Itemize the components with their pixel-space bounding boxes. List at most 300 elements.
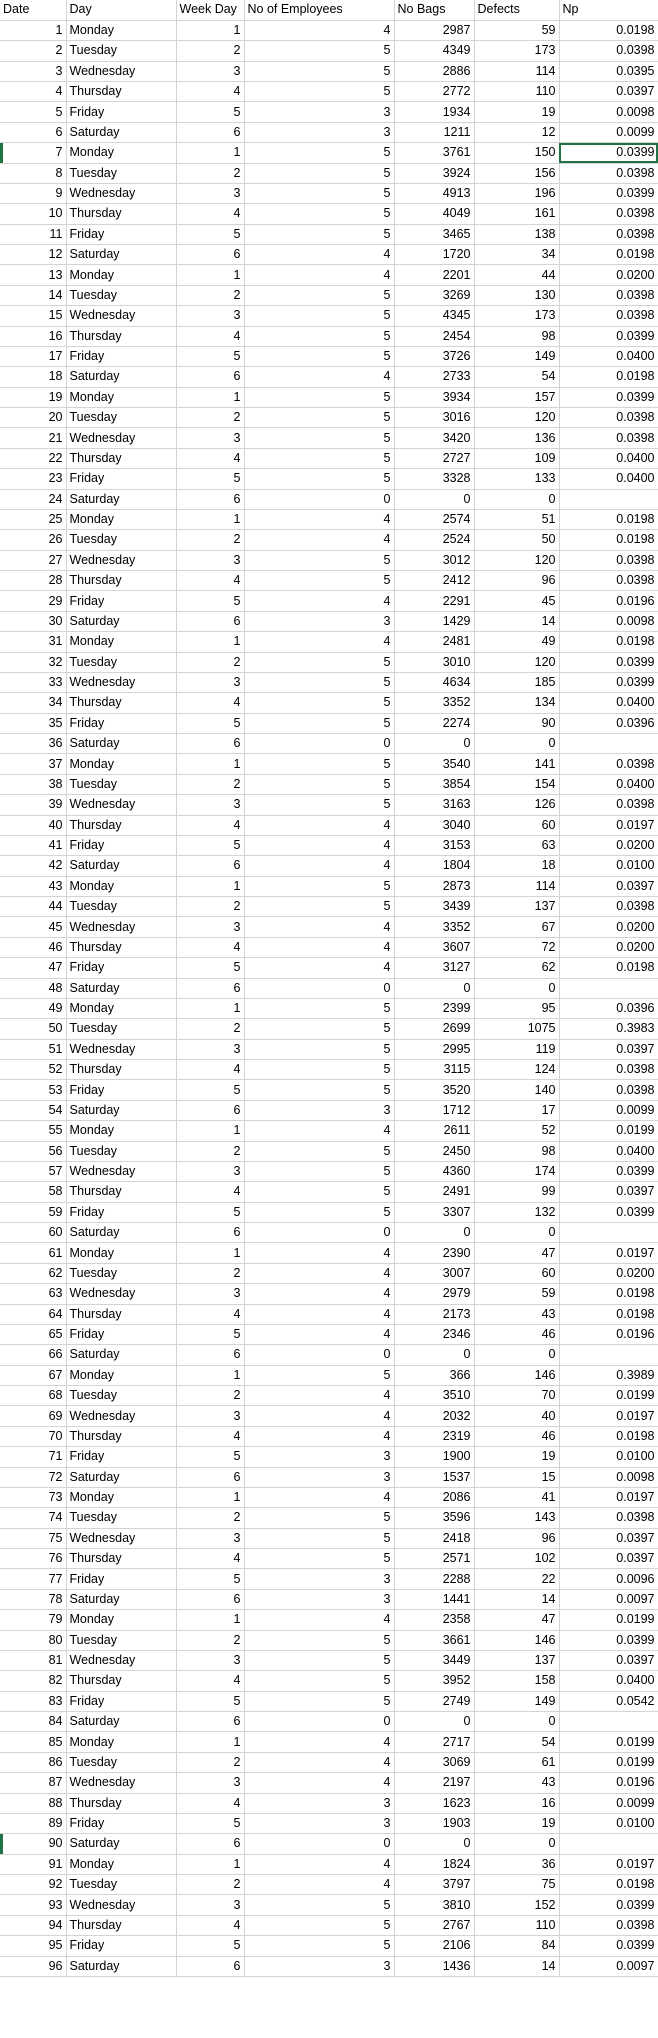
cell-date[interactable]: 52: [0, 1060, 66, 1080]
cell-np[interactable]: 0.0398: [559, 1060, 658, 1080]
cell-week-day[interactable]: 1: [176, 1854, 244, 1874]
cell-date[interactable]: 75: [0, 1528, 66, 1548]
cell-week-day[interactable]: 6: [176, 856, 244, 876]
cell-week-day[interactable]: 1: [176, 1365, 244, 1385]
cell-no-bags[interactable]: 2491: [394, 1182, 474, 1202]
cell-np[interactable]: [559, 978, 658, 998]
cell-week-day[interactable]: 2: [176, 897, 244, 917]
cell-no-of-employees[interactable]: 5: [244, 387, 394, 407]
cell-defects[interactable]: 40: [474, 1406, 559, 1426]
cell-no-of-employees[interactable]: 4: [244, 1773, 394, 1793]
cell-np[interactable]: 0.0198: [559, 1875, 658, 1895]
cell-no-of-employees[interactable]: 5: [244, 897, 394, 917]
cell-week-day[interactable]: 5: [176, 1691, 244, 1711]
cell-np[interactable]: 0.0398: [559, 897, 658, 917]
cell-date[interactable]: 43: [0, 876, 66, 896]
cell-day[interactable]: Thursday: [66, 1549, 176, 1569]
cell-np[interactable]: 0.0397: [559, 1650, 658, 1670]
header-week-day[interactable]: Week Day: [176, 0, 244, 20]
cell-date[interactable]: 44: [0, 897, 66, 917]
cell-np[interactable]: 0.0398: [559, 1915, 658, 1935]
cell-no-of-employees[interactable]: 5: [244, 1650, 394, 1670]
cell-day[interactable]: Saturday: [66, 1345, 176, 1365]
cell-defects[interactable]: 137: [474, 897, 559, 917]
cell-no-bags[interactable]: 2086: [394, 1487, 474, 1507]
cell-np[interactable]: 0.0199: [559, 1386, 658, 1406]
cell-defects[interactable]: 156: [474, 163, 559, 183]
cell-np[interactable]: 0.0197: [559, 1243, 658, 1263]
cell-date[interactable]: 27: [0, 550, 66, 570]
cell-date[interactable]: 30: [0, 611, 66, 631]
cell-defects[interactable]: 34: [474, 245, 559, 265]
cell-no-bags[interactable]: 3810: [394, 1895, 474, 1915]
cell-day[interactable]: Thursday: [66, 815, 176, 835]
cell-day[interactable]: Friday: [66, 1936, 176, 1956]
cell-no-bags[interactable]: 2399: [394, 998, 474, 1018]
cell-no-bags[interactable]: 2173: [394, 1304, 474, 1324]
cell-no-of-employees[interactable]: 5: [244, 61, 394, 81]
cell-np[interactable]: 0.0398: [559, 204, 658, 224]
cell-no-of-employees[interactable]: 0: [244, 978, 394, 998]
cell-no-of-employees[interactable]: 0: [244, 1834, 394, 1854]
cell-defects[interactable]: 75: [474, 1875, 559, 1895]
cell-np[interactable]: 0.0199: [559, 1121, 658, 1141]
cell-np[interactable]: 0.0398: [559, 428, 658, 448]
cell-no-of-employees[interactable]: 4: [244, 917, 394, 937]
cell-defects[interactable]: 134: [474, 693, 559, 713]
cell-week-day[interactable]: 5: [176, 591, 244, 611]
cell-np[interactable]: 0.0400: [559, 469, 658, 489]
cell-date[interactable]: 47: [0, 958, 66, 978]
cell-no-bags[interactable]: 2524: [394, 530, 474, 550]
cell-week-day[interactable]: 3: [176, 1406, 244, 1426]
cell-week-day[interactable]: 1: [176, 876, 244, 896]
cell-no-of-employees[interactable]: 5: [244, 774, 394, 794]
cell-np[interactable]: 0.0196: [559, 1773, 658, 1793]
cell-day[interactable]: Friday: [66, 958, 176, 978]
cell-no-bags[interactable]: 3007: [394, 1263, 474, 1283]
cell-week-day[interactable]: 5: [176, 1447, 244, 1467]
cell-no-of-employees[interactable]: 4: [244, 1854, 394, 1874]
cell-np[interactable]: 0.0399: [559, 652, 658, 672]
cell-no-bags[interactable]: 3040: [394, 815, 474, 835]
cell-no-of-employees[interactable]: 3: [244, 1467, 394, 1487]
cell-no-bags[interactable]: 4345: [394, 306, 474, 326]
cell-no-of-employees[interactable]: 5: [244, 306, 394, 326]
cell-day[interactable]: Wednesday: [66, 795, 176, 815]
cell-date[interactable]: 88: [0, 1793, 66, 1813]
cell-no-of-employees[interactable]: 4: [244, 591, 394, 611]
cell-date[interactable]: 18: [0, 367, 66, 387]
cell-np[interactable]: 0.3983: [559, 1019, 658, 1039]
cell-np[interactable]: 0.0198: [559, 632, 658, 652]
cell-no-bags[interactable]: 2987: [394, 20, 474, 40]
cell-no-bags[interactable]: 4360: [394, 1161, 474, 1181]
cell-defects[interactable]: 59: [474, 1284, 559, 1304]
cell-no-bags[interactable]: 4913: [394, 183, 474, 203]
cell-day[interactable]: Tuesday: [66, 774, 176, 794]
cell-no-of-employees[interactable]: 4: [244, 245, 394, 265]
cell-week-day[interactable]: 2: [176, 1752, 244, 1772]
cell-day[interactable]: Saturday: [66, 1589, 176, 1609]
cell-defects[interactable]: 50: [474, 530, 559, 550]
cell-date[interactable]: 40: [0, 815, 66, 835]
cell-no-of-employees[interactable]: 3: [244, 122, 394, 142]
cell-no-bags[interactable]: 2288: [394, 1569, 474, 1589]
cell-day[interactable]: Tuesday: [66, 163, 176, 183]
cell-no-of-employees[interactable]: 5: [244, 1936, 394, 1956]
cell-week-day[interactable]: 3: [176, 183, 244, 203]
cell-week-day[interactable]: 3: [176, 1284, 244, 1304]
cell-defects[interactable]: 114: [474, 876, 559, 896]
cell-no-of-employees[interactable]: 0: [244, 1712, 394, 1732]
cell-no-of-employees[interactable]: 5: [244, 204, 394, 224]
cell-date[interactable]: 34: [0, 693, 66, 713]
cell-day[interactable]: Saturday: [66, 1956, 176, 1976]
cell-defects[interactable]: 46: [474, 1324, 559, 1344]
cell-week-day[interactable]: 3: [176, 1650, 244, 1670]
cell-np[interactable]: 0.0099: [559, 1100, 658, 1120]
cell-date[interactable]: 32: [0, 652, 66, 672]
cell-week-day[interactable]: 2: [176, 163, 244, 183]
cell-no-bags[interactable]: 3352: [394, 693, 474, 713]
cell-np[interactable]: 0.0098: [559, 1467, 658, 1487]
cell-no-of-employees[interactable]: 4: [244, 265, 394, 285]
cell-defects[interactable]: 98: [474, 1141, 559, 1161]
cell-week-day[interactable]: 6: [176, 978, 244, 998]
cell-np[interactable]: [559, 1345, 658, 1365]
cell-no-bags[interactable]: 2454: [394, 326, 474, 346]
cell-defects[interactable]: 120: [474, 550, 559, 570]
cell-no-bags[interactable]: 1824: [394, 1854, 474, 1874]
cell-date[interactable]: 73: [0, 1487, 66, 1507]
cell-np[interactable]: 0.0100: [559, 1813, 658, 1833]
cell-np[interactable]: [559, 1223, 658, 1243]
cell-no-bags[interactable]: 3540: [394, 754, 474, 774]
cell-no-of-employees[interactable]: 5: [244, 1161, 394, 1181]
cell-defects[interactable]: 70: [474, 1386, 559, 1406]
cell-date[interactable]: 48: [0, 978, 66, 998]
cell-week-day[interactable]: 6: [176, 489, 244, 509]
cell-defects[interactable]: 72: [474, 937, 559, 957]
cell-no-of-employees[interactable]: 5: [244, 408, 394, 428]
cell-date[interactable]: 25: [0, 509, 66, 529]
cell-no-bags[interactable]: 0: [394, 1712, 474, 1732]
cell-week-day[interactable]: 6: [176, 122, 244, 142]
cell-week-day[interactable]: 3: [176, 672, 244, 692]
cell-no-of-employees[interactable]: 4: [244, 509, 394, 529]
cell-np[interactable]: 0.0542: [559, 1691, 658, 1711]
cell-defects[interactable]: 0: [474, 1712, 559, 1732]
cell-day[interactable]: Monday: [66, 1732, 176, 1752]
cell-date[interactable]: 50: [0, 1019, 66, 1039]
cell-no-bags[interactable]: 3465: [394, 224, 474, 244]
cell-no-bags[interactable]: 1211: [394, 122, 474, 142]
cell-np[interactable]: 0.0396: [559, 713, 658, 733]
cell-no-bags[interactable]: 2319: [394, 1426, 474, 1446]
cell-defects[interactable]: 15: [474, 1467, 559, 1487]
cell-defects[interactable]: 49: [474, 632, 559, 652]
cell-no-bags[interactable]: 3127: [394, 958, 474, 978]
cell-no-of-employees[interactable]: 4: [244, 1243, 394, 1263]
cell-defects[interactable]: 54: [474, 1732, 559, 1752]
cell-day[interactable]: Friday: [66, 346, 176, 366]
cell-no-of-employees[interactable]: 5: [244, 713, 394, 733]
cell-np[interactable]: 0.0198: [559, 367, 658, 387]
cell-day[interactable]: Friday: [66, 1569, 176, 1589]
cell-week-day[interactable]: 2: [176, 1019, 244, 1039]
cell-week-day[interactable]: 3: [176, 1528, 244, 1548]
cell-defects[interactable]: 0: [474, 1223, 559, 1243]
cell-no-of-employees[interactable]: 5: [244, 1549, 394, 1569]
cell-no-bags[interactable]: 2886: [394, 61, 474, 81]
cell-date[interactable]: 69: [0, 1406, 66, 1426]
cell-no-of-employees[interactable]: 5: [244, 448, 394, 468]
cell-no-of-employees[interactable]: 4: [244, 1610, 394, 1630]
cell-date[interactable]: 11: [0, 224, 66, 244]
cell-no-bags[interactable]: 1623: [394, 1793, 474, 1813]
cell-day[interactable]: Tuesday: [66, 408, 176, 428]
cell-no-bags[interactable]: 2481: [394, 632, 474, 652]
cell-week-day[interactable]: 1: [176, 509, 244, 529]
cell-day[interactable]: Thursday: [66, 1060, 176, 1080]
cell-week-day[interactable]: 2: [176, 1386, 244, 1406]
cell-defects[interactable]: 46: [474, 1426, 559, 1446]
cell-defects[interactable]: 150: [474, 143, 559, 163]
cell-no-bags[interactable]: 366: [394, 1365, 474, 1385]
cell-week-day[interactable]: 2: [176, 652, 244, 672]
cell-defects[interactable]: 102: [474, 1549, 559, 1569]
cell-defects[interactable]: 1075: [474, 1019, 559, 1039]
cell-defects[interactable]: 84: [474, 1936, 559, 1956]
cell-day[interactable]: Wednesday: [66, 306, 176, 326]
cell-no-of-employees[interactable]: 5: [244, 285, 394, 305]
cell-date[interactable]: 70: [0, 1426, 66, 1446]
cell-defects[interactable]: 143: [474, 1508, 559, 1528]
cell-defects[interactable]: 137: [474, 1650, 559, 1670]
cell-defects[interactable]: 54: [474, 367, 559, 387]
cell-date[interactable]: 36: [0, 734, 66, 754]
cell-week-day[interactable]: 6: [176, 1467, 244, 1487]
cell-day[interactable]: Thursday: [66, 1182, 176, 1202]
cell-no-of-employees[interactable]: 3: [244, 1793, 394, 1813]
cell-date[interactable]: 54: [0, 1100, 66, 1120]
cell-np[interactable]: 0.0399: [559, 1202, 658, 1222]
cell-defects[interactable]: 90: [474, 713, 559, 733]
cell-no-bags[interactable]: 0: [394, 978, 474, 998]
cell-day[interactable]: Thursday: [66, 693, 176, 713]
cell-date[interactable]: 96: [0, 1956, 66, 1976]
cell-no-of-employees[interactable]: 5: [244, 183, 394, 203]
cell-week-day[interactable]: 5: [176, 958, 244, 978]
cell-week-day[interactable]: 4: [176, 82, 244, 102]
cell-day[interactable]: Friday: [66, 591, 176, 611]
cell-date[interactable]: 42: [0, 856, 66, 876]
cell-no-bags[interactable]: 3420: [394, 428, 474, 448]
cell-no-of-employees[interactable]: 4: [244, 1752, 394, 1772]
cell-no-bags[interactable]: 1804: [394, 856, 474, 876]
cell-date[interactable]: 26: [0, 530, 66, 550]
cell-date[interactable]: 60: [0, 1223, 66, 1243]
cell-week-day[interactable]: 1: [176, 387, 244, 407]
cell-defects[interactable]: 109: [474, 448, 559, 468]
cell-defects[interactable]: 95: [474, 998, 559, 1018]
cell-week-day[interactable]: 5: [176, 835, 244, 855]
cell-date[interactable]: 6: [0, 122, 66, 142]
cell-defects[interactable]: 158: [474, 1671, 559, 1691]
cell-defects[interactable]: 120: [474, 408, 559, 428]
cell-np[interactable]: 0.0397: [559, 1528, 658, 1548]
cell-date[interactable]: 77: [0, 1569, 66, 1589]
cell-np[interactable]: 0.0096: [559, 1569, 658, 1589]
cell-no-bags[interactable]: 1429: [394, 611, 474, 631]
cell-np[interactable]: 0.0397: [559, 1182, 658, 1202]
cell-day[interactable]: Monday: [66, 1487, 176, 1507]
cell-date[interactable]: 92: [0, 1875, 66, 1895]
cell-day[interactable]: Friday: [66, 835, 176, 855]
cell-defects[interactable]: 126: [474, 795, 559, 815]
cell-week-day[interactable]: 3: [176, 550, 244, 570]
cell-defects[interactable]: 154: [474, 774, 559, 794]
cell-no-of-employees[interactable]: 5: [244, 1141, 394, 1161]
cell-week-day[interactable]: 3: [176, 795, 244, 815]
cell-np[interactable]: 0.0400: [559, 346, 658, 366]
cell-defects[interactable]: 0: [474, 489, 559, 509]
cell-defects[interactable]: 185: [474, 672, 559, 692]
cell-day[interactable]: Tuesday: [66, 1508, 176, 1528]
cell-date[interactable]: 61: [0, 1243, 66, 1263]
cell-date[interactable]: 79: [0, 1610, 66, 1630]
cell-no-of-employees[interactable]: 4: [244, 632, 394, 652]
cell-np[interactable]: 0.0196: [559, 591, 658, 611]
cell-no-of-employees[interactable]: 5: [244, 326, 394, 346]
cell-week-day[interactable]: 5: [176, 1813, 244, 1833]
cell-day[interactable]: Saturday: [66, 734, 176, 754]
cell-np[interactable]: 0.0199: [559, 1610, 658, 1630]
cell-week-day[interactable]: 1: [176, 1121, 244, 1141]
cell-day[interactable]: Thursday: [66, 1915, 176, 1935]
cell-defects[interactable]: 52: [474, 1121, 559, 1141]
cell-no-bags[interactable]: 3352: [394, 917, 474, 937]
cell-no-bags[interactable]: 3761: [394, 143, 474, 163]
cell-defects[interactable]: 19: [474, 102, 559, 122]
cell-week-day[interactable]: 3: [176, 1161, 244, 1181]
cell-np[interactable]: 0.0399: [559, 672, 658, 692]
cell-week-day[interactable]: 3: [176, 917, 244, 937]
cell-no-bags[interactable]: 3924: [394, 163, 474, 183]
cell-week-day[interactable]: 4: [176, 1182, 244, 1202]
cell-week-day[interactable]: 4: [176, 1915, 244, 1935]
cell-defects[interactable]: 149: [474, 1691, 559, 1711]
cell-date[interactable]: 51: [0, 1039, 66, 1059]
cell-day[interactable]: Monday: [66, 1610, 176, 1630]
cell-date[interactable]: 62: [0, 1263, 66, 1283]
cell-day[interactable]: Saturday: [66, 367, 176, 387]
cell-no-bags[interactable]: 2733: [394, 367, 474, 387]
cell-no-of-employees[interactable]: 4: [244, 20, 394, 40]
cell-defects[interactable]: 60: [474, 1263, 559, 1283]
cell-defects[interactable]: 140: [474, 1080, 559, 1100]
cell-date[interactable]: 89: [0, 1813, 66, 1833]
cell-np[interactable]: 0.0400: [559, 1141, 658, 1161]
cell-date[interactable]: 21: [0, 428, 66, 448]
cell-no-of-employees[interactable]: 4: [244, 835, 394, 855]
cell-week-day[interactable]: 4: [176, 571, 244, 591]
cell-no-bags[interactable]: 2727: [394, 448, 474, 468]
cell-day[interactable]: Tuesday: [66, 1630, 176, 1650]
cell-no-bags[interactable]: 4049: [394, 204, 474, 224]
cell-np[interactable]: 0.0398: [559, 754, 658, 774]
cell-no-of-employees[interactable]: 5: [244, 1528, 394, 1548]
cell-no-bags[interactable]: 0: [394, 734, 474, 754]
cell-day[interactable]: Friday: [66, 469, 176, 489]
cell-no-bags[interactable]: 3797: [394, 1875, 474, 1895]
header-no-of-employees[interactable]: No of Employees: [244, 0, 394, 20]
cell-day[interactable]: Wednesday: [66, 672, 176, 692]
cell-day[interactable]: Thursday: [66, 204, 176, 224]
cell-date[interactable]: 81: [0, 1650, 66, 1670]
cell-week-day[interactable]: 1: [176, 1732, 244, 1752]
cell-defects[interactable]: 61: [474, 1752, 559, 1772]
cell-day[interactable]: Thursday: [66, 571, 176, 591]
cell-no-of-employees[interactable]: 5: [244, 1630, 394, 1650]
cell-date[interactable]: 56: [0, 1141, 66, 1161]
cell-week-day[interactable]: 1: [176, 1610, 244, 1630]
cell-no-of-employees[interactable]: 5: [244, 82, 394, 102]
cell-defects[interactable]: 146: [474, 1630, 559, 1650]
cell-date[interactable]: 68: [0, 1386, 66, 1406]
cell-np[interactable]: 0.0397: [559, 1039, 658, 1059]
cell-no-of-employees[interactable]: 5: [244, 143, 394, 163]
cell-no-of-employees[interactable]: 4: [244, 1263, 394, 1283]
cell-date[interactable]: 67: [0, 1365, 66, 1385]
cell-week-day[interactable]: 1: [176, 143, 244, 163]
cell-date[interactable]: 31: [0, 632, 66, 652]
cell-day[interactable]: Monday: [66, 509, 176, 529]
cell-defects[interactable]: 132: [474, 1202, 559, 1222]
cell-no-bags[interactable]: 3012: [394, 550, 474, 570]
cell-np[interactable]: 0.0398: [559, 795, 658, 815]
cell-day[interactable]: Wednesday: [66, 61, 176, 81]
cell-np[interactable]: 0.0399: [559, 387, 658, 407]
cell-date[interactable]: 3: [0, 61, 66, 81]
cell-defects[interactable]: 119: [474, 1039, 559, 1059]
cell-defects[interactable]: 41: [474, 1487, 559, 1507]
cell-np[interactable]: 0.0398: [559, 571, 658, 591]
cell-no-of-employees[interactable]: 5: [244, 876, 394, 896]
cell-date[interactable]: 4: [0, 82, 66, 102]
cell-np[interactable]: 0.0395: [559, 61, 658, 81]
cell-no-bags[interactable]: 1720: [394, 245, 474, 265]
cell-week-day[interactable]: 4: [176, 1793, 244, 1813]
cell-no-of-employees[interactable]: 4: [244, 1487, 394, 1507]
cell-no-of-employees[interactable]: 5: [244, 1508, 394, 1528]
cell-day[interactable]: Monday: [66, 1243, 176, 1263]
cell-date[interactable]: 35: [0, 713, 66, 733]
cell-no-bags[interactable]: 1903: [394, 1813, 474, 1833]
cell-date[interactable]: 17: [0, 346, 66, 366]
cell-np[interactable]: 0.0199: [559, 1752, 658, 1772]
cell-np[interactable]: 0.0399: [559, 1630, 658, 1650]
cell-defects[interactable]: 133: [474, 469, 559, 489]
cell-date[interactable]: 41: [0, 835, 66, 855]
cell-no-bags[interactable]: 2995: [394, 1039, 474, 1059]
cell-np[interactable]: 0.0098: [559, 102, 658, 122]
cell-no-bags[interactable]: 4349: [394, 41, 474, 61]
cell-day[interactable]: Wednesday: [66, 1406, 176, 1426]
cell-no-of-employees[interactable]: 4: [244, 1732, 394, 1752]
cell-week-day[interactable]: 4: [176, 815, 244, 835]
